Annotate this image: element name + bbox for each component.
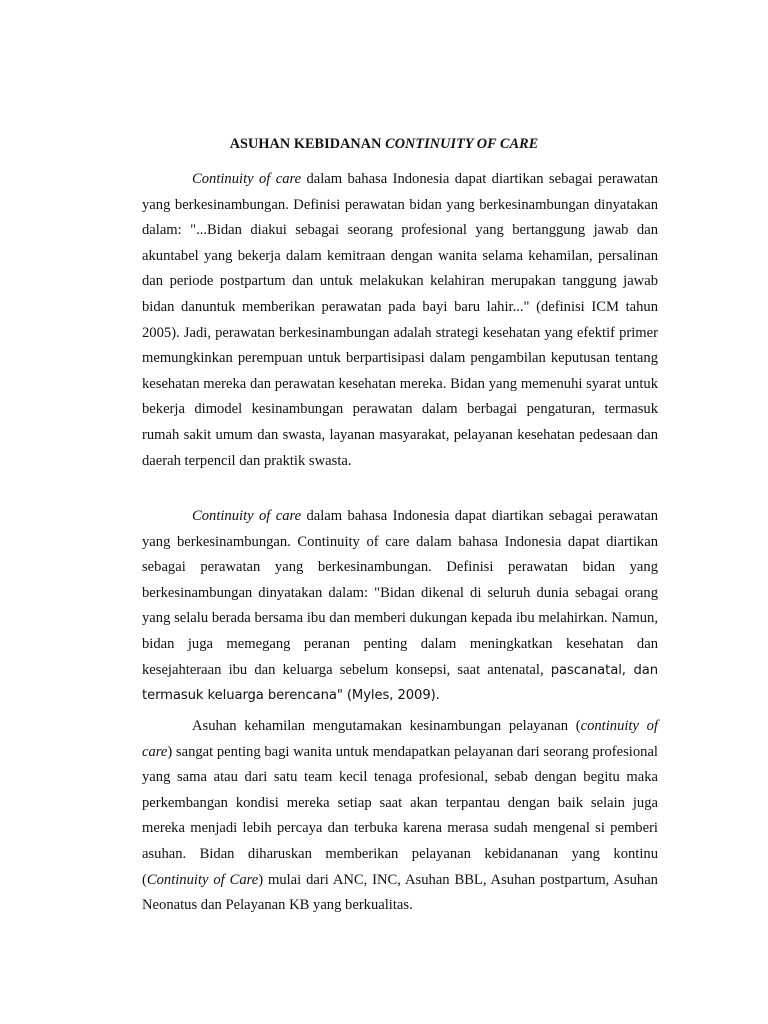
paragraph-1 bbox=[142, 167, 658, 474]
paragraph-2 bbox=[142, 504, 658, 709]
title-italic: CONTINUITY OF CARE bbox=[385, 136, 539, 152]
paragraph-3 bbox=[142, 714, 658, 919]
paragraph-3-text-a: Asuhan kehamilan mengutamakan kesinambungan pelayanan ( bbox=[192, 718, 581, 734]
document-title bbox=[0, 136, 768, 153]
paragraph-2-italic-lead: Continuity of care bbox=[192, 508, 302, 524]
title-plain: ASUHAN KEBIDANAN bbox=[229, 136, 386, 152]
paragraph-2-text: dalam bahasa Indonesia dapat diartikan sebagai perawatan yang berkesinambungan. Continuity of care dalam bahasa Indonesia dapat diartikan sebagai perawatan yang berkesinambungan. Definisi perawatan bidan yang berkesinambungan dinyatakan dalam: "Bidan dikenal di seluruh dunia sebagai orang yang selalu berada bersama ibu dan memberi dukungan kepada ibu melahirkan. Namun, bidan juga memegang peranan penting dalam meningkatkan kesehatan dan kesejahteraan ibu dan keluarga sebelum konsepsi, saat antenatal, bbox=[142, 508, 659, 678]
paragraph-3-text-b: ) sangat penting bagi wanita untuk mendapatkan pelayanan dari seorang profesional yang sama atau dari satu team kecil tenaga profesional, sebab dengan begitu maka perkembangan kondisi mereka setiap saat akan terpantau dengan baik selain juga mereka menjadi lebih percaya dan terbuka karena merasa sudah mengenal si pemberi asuhan. Bidan diharuskan memberikan pelayanan kebidananan yang kontinu ( bbox=[142, 743, 658, 888]
paragraph-3-italic-a: continuity of care bbox=[142, 718, 658, 760]
paragraph-3-text-c: ) mulai dari ANC, INC, Asuhan BBL, Asuhan postpartum, Asuhan Neonatus dan Pelayanan KB yang berkualitas. bbox=[142, 871, 658, 914]
paragraph-2-citation: pascanatal, dan termasuk keluarga berencana" (Myles, 2009). bbox=[142, 662, 658, 704]
paragraph-1-italic-lead: Continuity of care bbox=[192, 171, 302, 187]
paragraph-3-italic-b: Continuity of Care bbox=[146, 871, 259, 888]
paragraph-1-text: dalam bahasa Indonesia dapat diartikan sebagai perawatan yang berkesinambungan. Definisi perawatan bidan yang berkesinambungan dinyatakan dalam: "...Bidan diakui sebagai seorang profesional yang bertanggung jawab dan akuntabel yang bekerja dalam kemitraan dengan wanita selama kehamilan, persalinan dan periode postpartum dan untuk melakukan kelahiran merupakan tanggung jawab bidan danuntuk memberikan perawatan pada bayi baru lahir..." (definisi ICM tahun 2005). Jadi, perawatan berkesinambungan adalah strategi kesehatan yang efektif primer memungkinkan perempuan untuk berpartisipasi dalam pengambilan keputusan tentang kesehatan mereka dan perawatan kesehatan mereka. Bidan yang memenuhi syarat untuk bekerja dimodel kesinambungan perawatan dalam berbagai pengaturan, termasuk rumah sakit umum dan swasta, layanan masyarakat, pelayanan kesehatan pedesaan dan daerah terpencil dan praktik swasta. bbox=[142, 171, 659, 469]
